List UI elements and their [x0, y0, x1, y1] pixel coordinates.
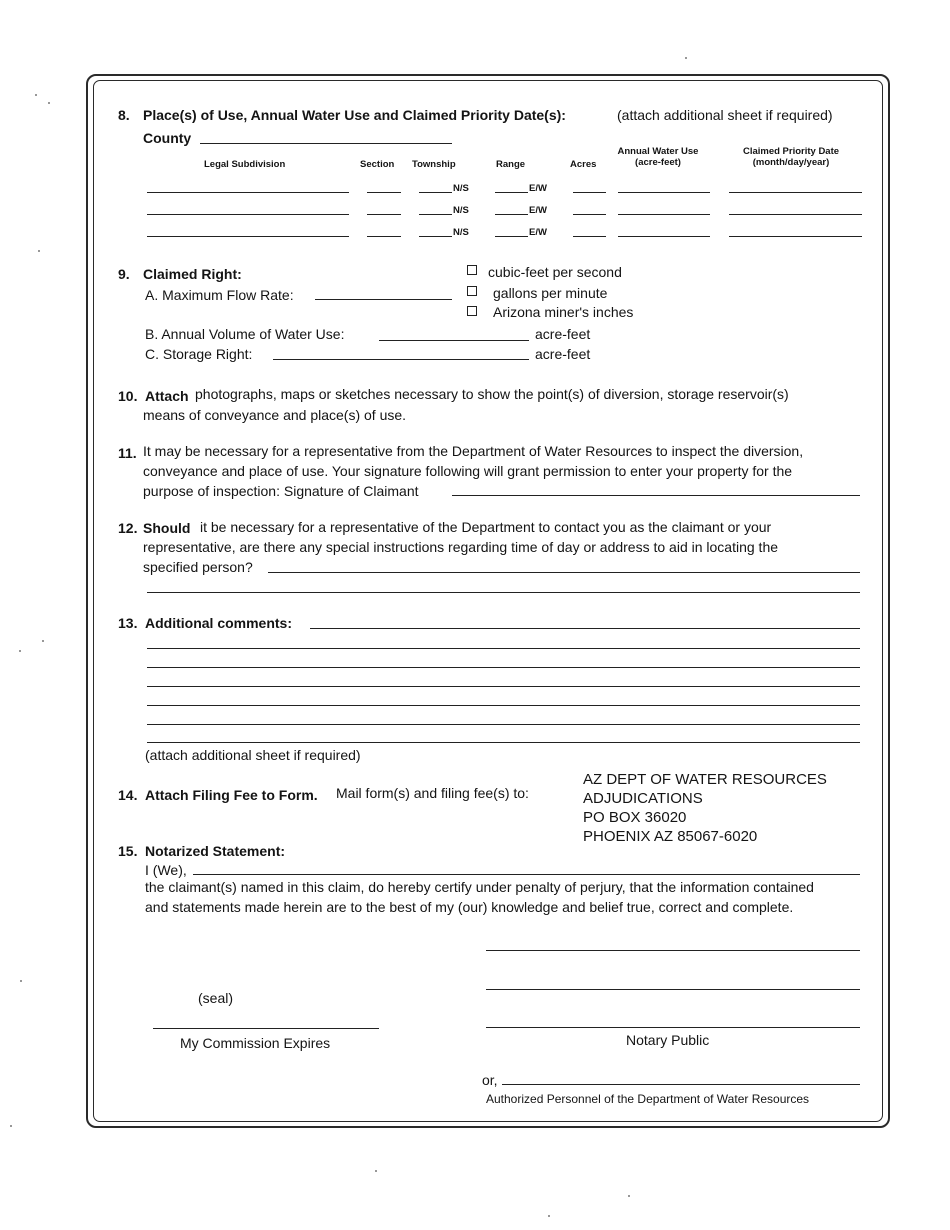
max-flow-rate-label: A. Maximum Flow Rate:	[145, 287, 294, 303]
section-note: (attach additional sheet if required)	[145, 747, 361, 763]
commission-expires-label: My Commission Expires	[180, 1035, 331, 1051]
section-field[interactable]	[367, 192, 401, 193]
address-line: PHOENIX AZ 85067-6020	[583, 828, 758, 845]
section-number: 15.	[118, 843, 138, 859]
ew-label: E/W	[529, 183, 547, 194]
miners-inches-checkbox[interactable]	[467, 306, 477, 316]
section-lead: Should	[143, 520, 191, 536]
scan-speck	[38, 250, 40, 252]
col-township: Township	[412, 159, 456, 170]
comments-field[interactable]	[147, 724, 860, 725]
comments-field[interactable]	[147, 667, 860, 668]
scan-speck	[685, 57, 687, 59]
section-title: Place(s) of Use, Annual Water Use and Claimed Priority Date(s):	[143, 107, 566, 123]
section-text: representative, are there any special instructions regarding time of day or address to aid in locating the	[143, 539, 779, 555]
range-field[interactable]	[495, 214, 528, 215]
col-section: Section	[360, 159, 395, 170]
scan-speck	[42, 640, 44, 642]
section-field[interactable]	[367, 236, 401, 237]
scan-speck	[35, 94, 37, 96]
address-line: ADJUDICATIONS	[583, 790, 703, 807]
section-number: 9.	[118, 266, 130, 282]
section-text: It may be necessary for a representative from the Department of Water Resources to inspect the diversion,	[143, 443, 804, 459]
notary-public-label: Notary Public	[626, 1032, 710, 1048]
acres-field[interactable]	[573, 214, 606, 215]
ns-label: N/S	[453, 183, 469, 194]
col-acres: Acres	[570, 159, 597, 170]
priority-date-field[interactable]	[729, 192, 862, 193]
acre-feet-unit: acre-feet	[535, 346, 591, 362]
township-field[interactable]	[419, 214, 452, 215]
notary-public-field[interactable]	[486, 1027, 860, 1028]
notary-signature-field[interactable]	[486, 950, 860, 951]
annual-water-use-field[interactable]	[618, 236, 710, 237]
section-number: 13.	[118, 615, 138, 631]
section-title: Claimed Right:	[143, 266, 242, 282]
scan-speck	[19, 650, 21, 652]
scan-speck	[375, 1170, 377, 1172]
seal-label: (seal)	[198, 990, 234, 1006]
township-field[interactable]	[419, 192, 452, 193]
section-title: Notarized Statement:	[145, 843, 286, 859]
ns-label: N/S	[453, 205, 469, 216]
or-label: or,	[482, 1072, 498, 1088]
priority-date-field[interactable]	[729, 214, 862, 215]
ew-label: E/W	[529, 205, 547, 216]
commission-expires-field[interactable]	[153, 1028, 379, 1029]
special-instructions-field[interactable]	[147, 592, 860, 593]
max-flow-rate-field[interactable]	[315, 299, 452, 300]
county-field[interactable]	[200, 143, 452, 144]
scan-speck	[20, 980, 22, 982]
acres-field[interactable]	[573, 236, 606, 237]
signature-label: purpose of inspection: Signature of Claimant	[143, 483, 419, 499]
section-text: conveyance and place of use. Your signature following will grant permission to enter your property for the	[143, 463, 793, 479]
section-text: specified person?	[143, 559, 253, 575]
authorized-personnel-label: Authorized Personnel of the Department of Water Resources	[486, 1092, 810, 1106]
section-text: it be necessary for a representative of the Department to contact you as the claimant or your	[200, 519, 772, 535]
section-note: (attach additional sheet if required)	[617, 107, 833, 123]
claimant-name-label: I (We),	[145, 862, 187, 878]
comments-field[interactable]	[147, 686, 860, 687]
section-number: 8.	[118, 107, 130, 123]
notary-signature-field[interactable]	[486, 989, 860, 990]
section-number: 12.	[118, 520, 138, 536]
comments-field[interactable]	[310, 628, 860, 629]
township-field[interactable]	[419, 236, 452, 237]
legal-subdivision-field[interactable]	[147, 236, 349, 237]
col-legal-subdivision: Legal Subdivision	[204, 159, 286, 170]
scan-speck	[48, 102, 50, 104]
section-number: 11.	[118, 445, 137, 461]
col-claimed-priority-date: Claimed Priority Date (month/day/year)	[742, 146, 840, 168]
section-text: Mail form(s) and filing fee(s) to:	[336, 785, 529, 801]
section-lead: Attach Filing Fee to Form.	[145, 787, 318, 803]
priority-date-field[interactable]	[729, 236, 862, 237]
claimant-name-field[interactable]	[193, 874, 860, 875]
address-line: AZ DEPT OF WATER RESOURCES	[583, 771, 827, 788]
acres-field[interactable]	[573, 192, 606, 193]
mailing-address	[583, 770, 827, 846]
cfs-label: cubic-feet per second	[488, 264, 622, 280]
acre-feet-unit: acre-feet	[535, 326, 591, 342]
county-label: County	[143, 130, 192, 146]
annual-volume-label: B. Annual Volume of Water Use:	[145, 326, 345, 342]
storage-right-field[interactable]	[273, 359, 529, 360]
claimant-signature-field[interactable]	[452, 495, 860, 496]
miners-inches-label: Arizona miner's inches	[493, 304, 634, 320]
col-annual-water-use: Annual Water Use (acre-feet)	[617, 146, 699, 168]
section-text: photographs, maps or sketches necessary to show the point(s) of diversion, storage reservoir(s)	[195, 386, 789, 402]
scan-speck	[548, 1215, 550, 1217]
gpm-checkbox[interactable]	[467, 286, 477, 296]
section-lead: Attach	[145, 388, 189, 404]
range-field[interactable]	[495, 236, 528, 237]
comments-field[interactable]	[147, 648, 860, 649]
section-text: the claimant(s) named in this claim, do hereby certify under penalty of perjury, that the information contained	[145, 879, 814, 895]
section-text: and statements made herein are to the best of my (our) knowledge and belief true, correct and complete.	[145, 899, 794, 915]
ns-label: N/S	[453, 227, 469, 238]
legal-subdivision-field[interactable]	[147, 214, 349, 215]
gpm-label: gallons per minute	[493, 285, 608, 301]
annual-water-use-field[interactable]	[618, 214, 710, 215]
comments-field[interactable]	[147, 705, 860, 706]
storage-right-label: C. Storage Right:	[145, 346, 253, 362]
range-field[interactable]	[495, 192, 528, 193]
special-instructions-field[interactable]	[268, 572, 860, 573]
section-field[interactable]	[367, 214, 401, 215]
section-title: Additional comments:	[145, 615, 293, 631]
scan-speck	[10, 1125, 12, 1127]
section-number: 14.	[118, 787, 138, 803]
col-range: Range	[496, 159, 526, 170]
annual-water-use-field[interactable]	[618, 192, 710, 193]
cfs-checkbox[interactable]	[467, 265, 477, 275]
address-line: PO BOX 36020	[583, 809, 687, 826]
comments-field[interactable]	[147, 742, 860, 743]
section-number: 10.	[118, 388, 138, 404]
section-text: means of conveyance and place(s) of use.	[143, 407, 407, 423]
ew-label: E/W	[529, 227, 547, 238]
annual-volume-field[interactable]	[379, 340, 529, 341]
authorized-signature-field[interactable]	[502, 1084, 860, 1085]
scan-speck	[628, 1195, 630, 1197]
legal-subdivision-field[interactable]	[147, 192, 349, 193]
